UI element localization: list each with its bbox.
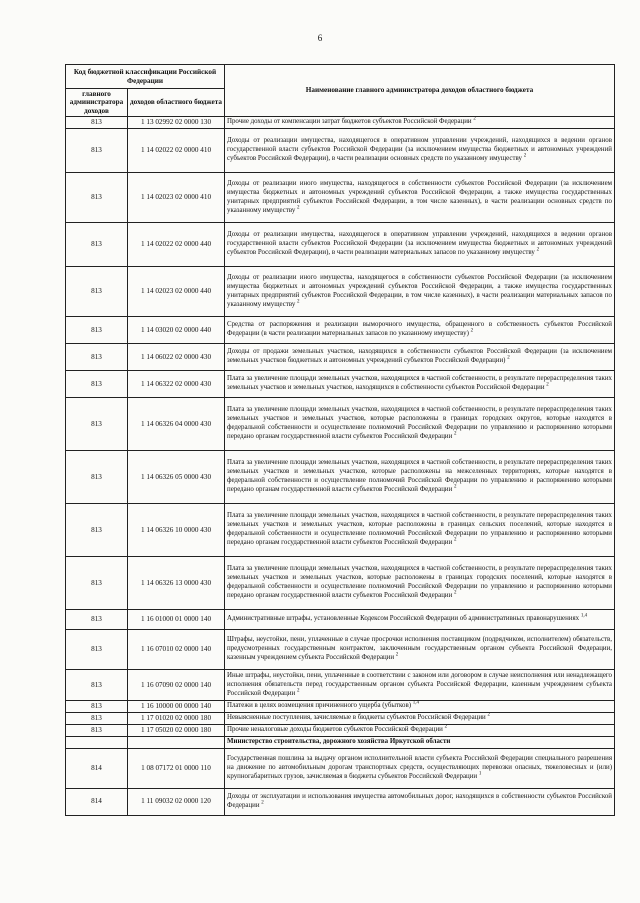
- income-name-cell: [225, 630, 615, 670]
- income-name-text: Прочие неналоговые доходы бюджетов субъектов Российской Федерации: [227, 726, 443, 734]
- income-name-text: Доходы от эксплуатации и использования имущества автомобильных дорог, находящихся в собственности субъектов Российской Федерации: [227, 792, 612, 809]
- footnote-mark: 2: [470, 328, 474, 334]
- income-name-text: Плата за увеличение площади земельных участков, находящихся в частной собственности, в результате перераспределения таких земельных участков и земельных участков, которые расположены в границах городских поселений, которые находятся в федеральной собственности и осуществление полномочий Российской Федерации по управлению и распоряжению которыми передано органам государственной власти субъектов Российской Федерации: [227, 565, 612, 600]
- income-code-cell: 1 14 06326 04 0000 430: [128, 398, 225, 451]
- income-code-cell: 1 16 01000 01 0000 140: [128, 610, 225, 630]
- income-name-cell: [225, 223, 615, 267]
- income-name-cell: [225, 173, 615, 223]
- header-group: Код бюджетной классификации Российской Федерации: [66, 65, 225, 89]
- income-name-cell: [225, 129, 615, 173]
- income-code-cell: 1 14 06322 02 0000 430: [128, 371, 225, 398]
- footnote-mark: 2: [297, 205, 300, 211]
- admin-code-cell: 813: [66, 701, 128, 713]
- income-name-cell: [225, 344, 615, 371]
- footnote-mark: 2: [523, 153, 527, 159]
- income-name-cell: [225, 504, 615, 557]
- table-row: [66, 398, 615, 451]
- income-name-text: Доходы от реализации имущества, находящегося в оперативном управлении учреждений, находящихся в ведении органов государственной власти субъектов Российской Федерации (за исключением имущества бюджетных и автономных учреждений субъектов Российской Федерации), в части реализации основных средств по указанному имуществу: [227, 137, 612, 163]
- income-code-cell: 1 14 06326 13 0000 430: [128, 557, 225, 610]
- footnote-mark: 2: [546, 382, 549, 388]
- admin-code-cell: 813: [66, 173, 128, 223]
- table-row: [66, 129, 615, 173]
- income-name-text: Иные штрафы, неустойки, пени, уплаченные в соответствии с законом или договором в случае неисполнения или ненадлежащего исполнения обязательств перед государственным органом субъекта Российской Федерации, казенным учреждением субъекта Российской Федерации: [227, 671, 612, 697]
- income-code-cell: 1 14 06326 05 0000 430: [128, 451, 225, 504]
- income-name-cell: [225, 398, 615, 451]
- table-row: [66, 504, 615, 557]
- income-name-text: Доходы от продажи земельных участков, находящихся в собственности субъектов Российской Федерации (за исключением земельных участков бюджетных и автономных учреждений субъектов Российской Федерации): [227, 348, 612, 365]
- income-name-text: Плата за увеличение площади земельных участков, находящихся в частной собственности, в результате перераспределения таких земельных участков и земельных участков, которые расположены в границах городских округов, которые находятся в федеральной собственности и осуществление полномочий Российской Федерации по управлению и распоряжению которыми передано органам государственной власти субъектов Российской Федерации: [227, 406, 612, 441]
- admin-code-cell: [66, 736, 128, 748]
- header-name: Наименование главного администратора доходов областного бюджета: [225, 65, 615, 117]
- income-code-cell: 1 14 03020 02 0000 440: [128, 317, 225, 344]
- admin-code-cell: 813: [66, 451, 128, 504]
- income-name-cell: [225, 267, 615, 317]
- admin-code-cell: 813: [66, 504, 128, 557]
- admin-code-cell: 814: [66, 748, 128, 788]
- footnote-mark: 2: [473, 116, 476, 122]
- footnote-mark: 2: [507, 355, 510, 361]
- income-name-cell: [225, 317, 615, 344]
- footnote-mark: 2: [454, 484, 457, 490]
- admin-code-cell: 813: [66, 610, 128, 630]
- page-number: 6: [317, 33, 323, 43]
- income-code-cell: 1 14 06326 10 0000 430: [128, 504, 225, 557]
- header-admin: главного администратора доходов: [66, 89, 128, 117]
- income-code-cell: 1 17 01020 02 0000 180: [128, 713, 225, 725]
- table-row: [66, 748, 615, 788]
- income-code-cell: 1 14 02022 02 0000 410: [128, 129, 225, 173]
- income-name-cell: [225, 451, 615, 504]
- admin-code-cell: 813: [66, 725, 128, 737]
- income-code-cell: 1 13 02992 02 0000 130: [128, 117, 225, 129]
- admin-code-cell: 813: [66, 630, 128, 670]
- admin-code-cell: 813: [66, 223, 128, 267]
- income-code-cell: 1 17 05020 02 0000 180: [128, 725, 225, 737]
- footnote-mark: 2: [454, 537, 457, 543]
- admin-code-cell: 813: [66, 398, 128, 451]
- footnote-mark: 2: [454, 590, 457, 596]
- footnote-mark: 2: [296, 688, 300, 694]
- admin-code-cell: 813: [66, 117, 128, 129]
- footnote-mark: 2: [487, 712, 490, 718]
- income-name-cell: [225, 788, 615, 815]
- table-row: [66, 317, 615, 344]
- table-row: [66, 701, 615, 713]
- table-row: [66, 223, 615, 267]
- table-row: [66, 267, 615, 317]
- income-name-text: Плата за увеличение площади земельных участков, находящихся в частной собственности, в результате перераспределения таких земельных участков и земельных участков, которые расположены в границах сельских поселений, которые находятся в федеральной собственности и осуществление полномочий Российской Федерации по управлению и распоряжению которыми передано органам государственной власти субъектов Российской Федерации: [227, 512, 612, 547]
- admin-code-cell: 813: [66, 371, 128, 398]
- header-code: доходов областного бюджета: [128, 89, 225, 117]
- income-name-text: Невыясненные поступления, зачисляемые в бюджеты субъектов Российской Федерации: [227, 714, 486, 722]
- income-name-text: Средства от распоряжения и реализации выморочного имущества, обращенного в собственность субъектов Российской Федерации (в части реализации материальных запасов по указанному имуществу): [227, 321, 612, 338]
- income-name-cell: [225, 557, 615, 610]
- footnote-mark: 2: [261, 800, 264, 806]
- income-name-cell: [225, 736, 615, 748]
- footnote-mark: 1,4: [412, 700, 420, 706]
- footnote-mark: 1: [478, 771, 482, 777]
- table-row: [66, 117, 615, 129]
- income-name-text: Доходы от реализации иного имущества, находящегося в собственности субъектов Российской Федерации (за исключением имущества бюджетных и автономных учреждений субъектов Российской Федерации, а также имущества государственных унитарных предприятий субъектов Российской Федерации, в том числе казенных), в части реализации основных средств по указанному имуществу: [227, 179, 612, 214]
- income-code-cell: 1 14 02023 02 0000 410: [128, 173, 225, 223]
- income-name-cell: [225, 725, 615, 737]
- admin-code-cell: 813: [66, 267, 128, 317]
- income-code-cell: 1 16 10000 00 0000 140: [128, 701, 225, 713]
- income-name-cell: [225, 371, 615, 398]
- footnote-mark: 2: [444, 724, 448, 730]
- table-row: [66, 451, 615, 504]
- income-name-cell: [225, 610, 615, 630]
- footnote-mark: 1,4: [580, 613, 588, 619]
- income-name-text: Министерство строительства, дорожного хозяйства Иркутской области: [227, 737, 451, 745]
- income-name-text: Плата за увеличение площади земельных участков, находящихся в частной собственности, в результате перераспределения таких земельных участков и земельных участков, которые расположены на межселенных территориях, которые находятся в федеральной собственности и осуществление полномочий Российской Федерации по управлению и распоряжению которыми передано органам государственной власти субъектов Российской Федерации: [227, 459, 612, 494]
- income-name-cell: [225, 713, 615, 725]
- table-row: [66, 630, 615, 670]
- table-row: [66, 725, 615, 737]
- table-row: [66, 557, 615, 610]
- admin-code-cell: 813: [66, 317, 128, 344]
- income-code-cell: 1 14 02022 02 0000 440: [128, 223, 225, 267]
- table-row: [66, 670, 615, 701]
- income-code-cell: [128, 736, 225, 748]
- admin-code-cell: 813: [66, 344, 128, 371]
- income-name-cell: [225, 701, 615, 713]
- income-code-cell: 1 14 02023 02 0000 440: [128, 267, 225, 317]
- income-name-text: Платежи в целях возмещения причиненного ущерба (убытков): [227, 702, 412, 710]
- income-name-text: Штрафы, неустойки, пени, уплаченные в случае просрочки исполнения поставщиком (подрядчиком, исполнителем) обязательств, предусмотренных государственным контрактом, заключенным государственным органом субъекта Российской Федерации, казенным учреждением субъекта Российской Федерации: [227, 636, 612, 662]
- footnote-mark: 2: [454, 431, 457, 437]
- income-name-text: Плата за увеличение площади земельных участков, находящихся в частной собственности, в результате перераспределения таких земельных участков и земельных участков, находящихся в собственности субъектов Российской Федерации: [227, 375, 612, 392]
- admin-code-cell: 814: [66, 788, 128, 815]
- footnote-mark: 2: [536, 247, 540, 253]
- table-row: [66, 736, 615, 748]
- table-row: [66, 610, 615, 630]
- income-name-cell: [225, 670, 615, 701]
- income-code-cell: 1 08 07172 01 0000 110: [128, 748, 225, 788]
- budget-classification-table: [65, 64, 615, 816]
- income-name-text: Прочие доходы от компенсации затрат бюджетов субъектов Российской Федерации: [227, 118, 472, 126]
- table-body: [66, 117, 615, 816]
- admin-code-cell: 813: [66, 557, 128, 610]
- admin-code-cell: 813: [66, 129, 128, 173]
- admin-code-cell: 813: [66, 670, 128, 701]
- income-code-cell: 1 14 06022 02 0000 430: [128, 344, 225, 371]
- income-code-cell: 1 11 09032 02 0000 120: [128, 788, 225, 815]
- footnote-mark: 2: [395, 652, 399, 658]
- admin-code-cell: 813: [66, 713, 128, 725]
- income-name-cell: [225, 117, 615, 129]
- table-row: [66, 788, 615, 815]
- income-code-cell: 1 16 07090 02 0000 140: [128, 670, 225, 701]
- income-name-text: Доходы от реализации имущества, находящегося в оперативном управлении учреждений, находящихся в ведении органов государственной власти субъектов Российской Федерации (за исключением имущества бюджетных и автономных учреждений субъектов Российской Федерации), в части реализации материальных запасов по указанному имуществу: [227, 231, 612, 257]
- table-row: [66, 344, 615, 371]
- table-row: [66, 173, 615, 223]
- income-name-text: Административные штрафы, установленные Кодексом Российской Федерации об административных правонарушениях: [227, 615, 580, 623]
- income-code-cell: 1 16 07010 02 0000 140: [128, 630, 225, 670]
- income-name-text: Государственная пошлина за выдачу органом исполнительной власти субъекта Российской Федерации специального разрешения на движение по автомобильным дорогам транспортных средств, осуществляющих перевозки опасных, тяжеловесных и (или) крупногабаритных грузов, зачисляемая в бюджеты субъектов Российской Федерации: [227, 754, 612, 780]
- table-row: [66, 713, 615, 725]
- income-name-cell: [225, 748, 615, 788]
- footnote-mark: 2: [297, 299, 300, 305]
- income-name-text: Доходы от реализации иного имущества, находящегося в собственности субъектов Российской Федерации (за исключением имущества бюджетных и автономных учреждений субъектов Российской Федерации, а также имущества государственных унитарных предприятий субъектов Российской Федерации, в том числе казенных), в части реализации материальных запасов по указанному имуществу: [227, 273, 612, 308]
- table-row: [66, 371, 615, 398]
